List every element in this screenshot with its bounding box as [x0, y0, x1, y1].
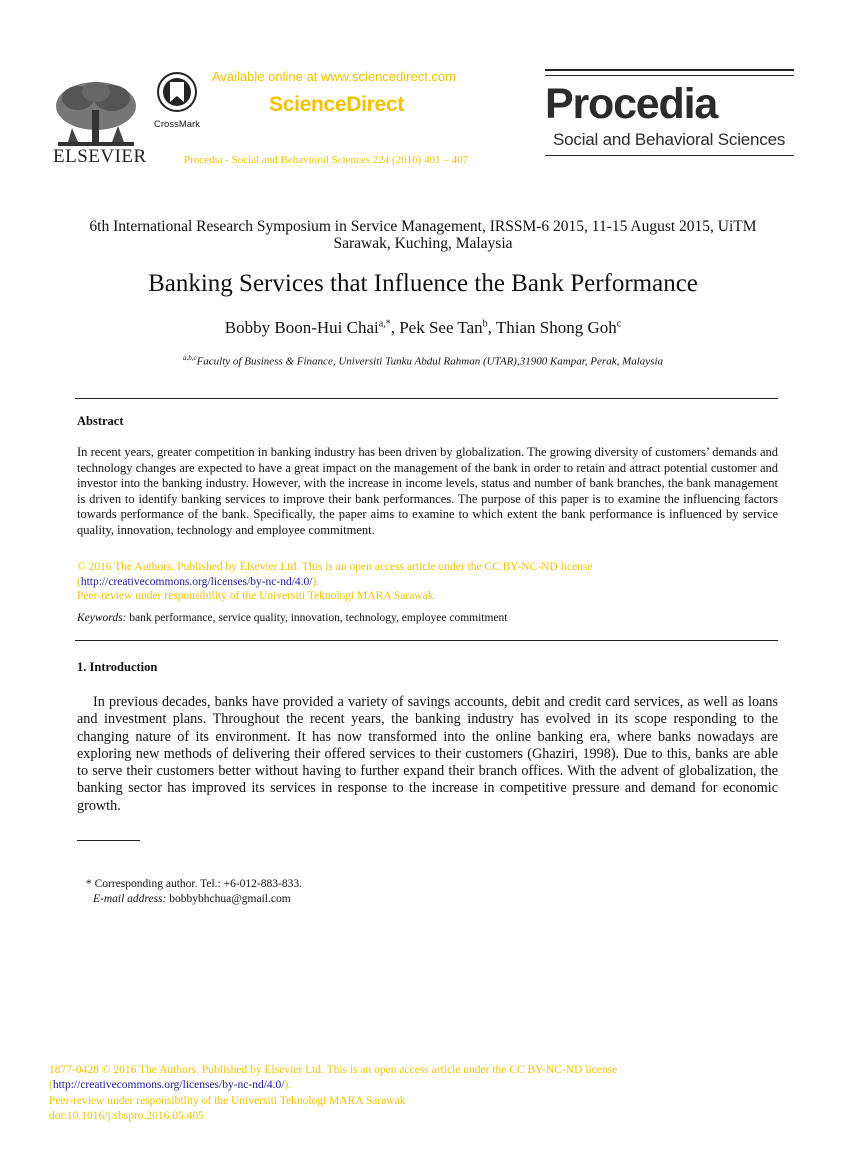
footer-paren-open: ( — [49, 1079, 53, 1092]
affiliation-text: Faculty of Business & Finance, Universiti Tunku Abdul Rahman (UTAR),31900 Kampar, Perak, Malaysia — [196, 355, 664, 368]
abstract-heading: Abstract — [77, 414, 124, 428]
footer-license-line — [49, 1078, 789, 1093]
procedia-bottom-rule — [545, 155, 794, 156]
license-line — [77, 575, 778, 590]
copyright-line: © 2016 The Authors. Published by Elsevier Ltd. This is an open access article under the CC BY-NC-ND license — [77, 561, 593, 573]
footer-copyright: 1877-0428 © 2016 The Authors. Published by Elsevier Ltd. This is an open access article under the CC BY-NC-ND license — [49, 1064, 618, 1076]
affiliation — [60, 354, 786, 368]
footer-peer-review: Peer-review under responsibility of the Universiti Teknologi MARA Sarawak — [49, 1094, 406, 1107]
abstract-bottom-rule — [75, 640, 778, 641]
author-name: Thian Shong Goh — [495, 318, 617, 337]
affiliation-sup: a,b,c — [182, 354, 197, 362]
keywords-text: bank performance, service quality, innovation, technology, employee commitment — [126, 612, 508, 624]
conference-line: 6th International Research Symposium in Service Management, IRSSM-6 2015, 11-15 August 2015, UiTM Sarawak, Kuching, Malaysia — [89, 218, 757, 252]
crossmark-icon — [157, 72, 197, 112]
license-link[interactable]: http://creativecommons.org/licenses/by-nc-nd/4.0/ — [80, 575, 313, 588]
keywords-label: Keywords: — [77, 612, 127, 624]
author-list: Bobby Boon-Hui Chai$^{a,*}$, Pek See Tan$^b$, Thian Shong Goh$^c$ — [224, 318, 622, 337]
abstract-body: In recent years, greater competition in banking industry has been driven by globalization. The growing diversity of customers’ demands and technology changes are expected to have a great impact on the management of the bank in order to retain and attract potential customer and investor into the banking industry. However, with the increase in income levels, status and number of bank branches, the bank management is driven to identify banking services to improve their bank performances. The purpose of this paper is to examine the influencing factors towards performance of the bank. Specifically, the paper aims to examine to which extent the bank performance is influenced by service quality, innovation, technology and employee commitment. — [77, 445, 778, 537]
procedia-top-rule-thin — [545, 75, 794, 76]
author-name: Pek See Tan — [399, 318, 483, 337]
crossmark-badge[interactable] — [150, 72, 204, 130]
email-note — [93, 893, 291, 905]
page-footer — [49, 1063, 789, 1124]
footnote-rule — [77, 840, 140, 841]
license-paren-close: ). — [312, 575, 320, 588]
footer-license-link[interactable]: http://creativecommons.org/licenses/by-nc-nd/4.0/ — [52, 1079, 285, 1092]
procedia-subtitle: Social and Behavioral Sciences — [553, 130, 786, 149]
license-paren-open: ( — [77, 575, 81, 588]
keywords-line — [77, 612, 508, 624]
available-online-link[interactable]: Available online at www.sciencedirect.com — [212, 69, 456, 84]
author-sup: a,* — [378, 318, 391, 330]
footer-paren-close: ). — [284, 1079, 292, 1092]
email-address[interactable]: bobbybhchua@gmail.com — [166, 893, 291, 905]
author-name: Bobby Boon-Hui Chai — [224, 318, 379, 337]
footer-doi[interactable]: doi:10.1016/j.sbspro.2016.05.405 — [49, 1109, 204, 1122]
author-sup: c — [616, 318, 622, 330]
paper-title: Banking Services that Influence the Bank Performance — [148, 270, 698, 297]
intro-paragraph: In previous decades, banks have provided a variety of savings accounts, debit and credit card services, as well as loans and investment plans. Throughout the recent years, the banking industry has evolved in its scope responding to the changing nature of its environment. It has now transformed into the online banking era, where banks nowadays are exploring new methods of delivering their offered services to their customers (Ghaziri, 1998). Due to this, banks are able to serve their customers better without having to further expand their branch offices. With the advent of globalization, the banking sector has improved its services in response to the increase in competitive pressure and demand for economic growth. — [77, 694, 778, 814]
author-sup: b — [482, 318, 488, 330]
email-label: E-mail address: — [93, 893, 167, 905]
elsevier-wordmark: ELSEVIER — [53, 146, 147, 167]
procedia-top-rule — [545, 69, 794, 71]
abstract-top-rule — [75, 398, 778, 399]
peer-review-line: Peer-review under responsibility of the Universiti Teknologi MARA Sarawak — [77, 590, 434, 603]
corresponding-author-note: * Corresponding author. Tel.: +6-012-883-833. — [86, 878, 302, 890]
crossmark-label: CrossMark — [154, 119, 200, 130]
sciencedirect-logo[interactable]: ScienceDirect — [269, 93, 405, 116]
journal-reference: Procedia - Social and Behavioral Sciences 224 (2016) 401 – 407 — [184, 154, 469, 166]
procedia-logo: Procedia — [545, 80, 718, 128]
section-heading: 1. Introduction — [77, 660, 158, 674]
copyright-block — [77, 560, 778, 604]
